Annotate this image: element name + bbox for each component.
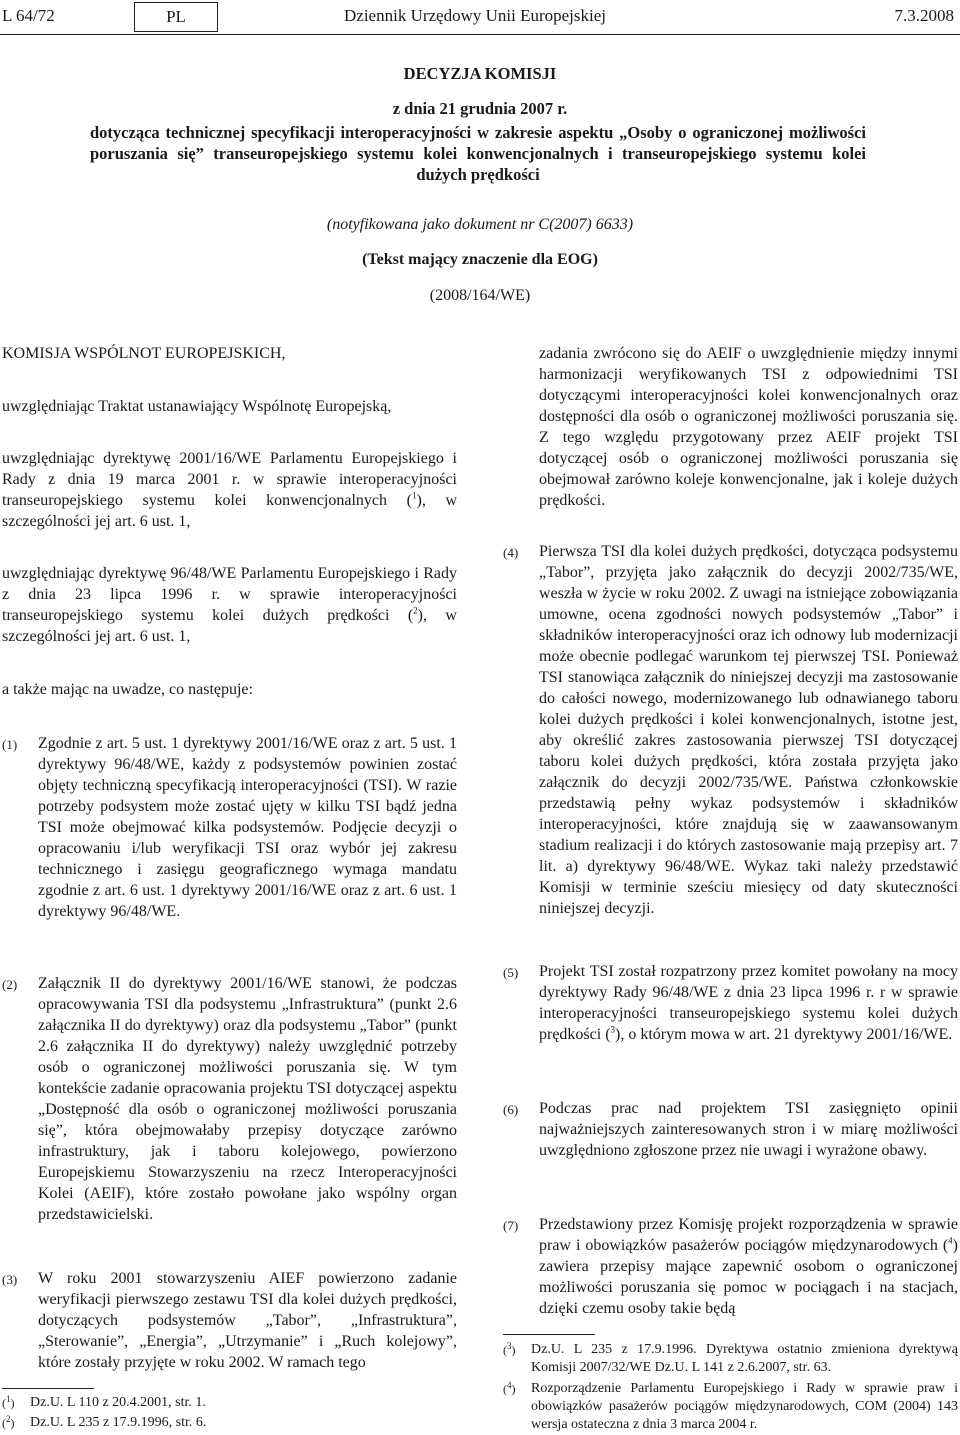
- recital-item-4: [503, 541, 958, 919]
- footnote-rule-right: [503, 1334, 595, 1335]
- issue-date: 7.3.2008: [894, 6, 954, 25]
- recital-number: (5): [503, 965, 519, 980]
- journal-title: Dziennik Urzędowy Unii Europejskiej: [344, 6, 607, 25]
- recital-directive-2001-16: uwzględniając dyrektywę 2001/16/WE Parlamentu Europejskiego i Rady z dnia 19 marca 2001 r. w sprawie interoperacyjności transeuropejskiego systemu kolei konwencjonalnych ($^1$), w szczególności jej art. 6 ust. 1,: [2, 450, 457, 530]
- footnote-ref-1[interactable]: 1: [411, 490, 417, 501]
- eea-relevance: (Tekst mający znaczenie dla EOG): [362, 251, 598, 268]
- document-type: DECYZJA KOMISJI: [403, 64, 557, 83]
- recital-text: Podczas prac nad projektem TSI zasięgnięto opinii najważniejszych zainteresowanych stron i w miarę możliwości uwzględniono zgłoszone przez nie uwagi i wyrażone obawy.: [539, 1100, 958, 1159]
- notification-note: (notyfikowana jako dokument nr C(2007) 6633): [326, 216, 634, 233]
- recital-number: (2): [2, 977, 18, 992]
- footnote-4: ($^4$) Rozporządzenie Parlamentu Europejskiego i Rady w sprawie praw i obowiązków pasażerów pociągów międzynarodowych, COM (2004) 143 wersja ostateczna z dnia 3 marca 2004 r.: [503, 1380, 958, 1432]
- recital-number: (1): [2, 737, 18, 752]
- recital-number: (3): [2, 1272, 18, 1287]
- institution-name: KOMISJA WSPÓLNOT EUROPEJSKICH,: [2, 345, 286, 362]
- document-date: z dnia 21 grudnia 2007 r.: [392, 99, 568, 118]
- recital-item-3: [2, 1268, 457, 1373]
- running-header: [0, 2, 960, 36]
- recital-item-2: [2, 973, 457, 1225]
- recital-item-7: [503, 1214, 958, 1319]
- recital-3-continuation: zadania zwrócono się do AEIF o uwzględnienie między innymi harmonizacji weryfikowanych TSI z odpowiednimi TSI dotyczącymi interoperacyjności kolei konwencjonalnych oraz dostępności dla osób o ograniczonej możliwości poruszania się. Z tego względu przygotowany przez AEIF projekt TSI dotyczącej osób o ograniczonej możliwości poruszania się obejmował zarówno koleje konwencjonalne, jak i koleje dużych prędkości.: [539, 345, 958, 509]
- recital-text: W roku 2001 stowarzyszeniu AIEF powierzono zadanie weryfikacji pierwszego zestawu TSI dla kolei dużych prędkości, dotyczących podsystemów „Tabor”, „Infrastruktura”, „Sterowanie”, „Energia”, „Utrzymanie” i „Ruch kolejowy”, które zostały przyjęte w roku 2002. W ramach tego: [38, 1270, 457, 1371]
- recital-text: Zgodnie z art. 5 ust. 1 dyrektywy 2001/16/WE oraz z art. 5 ust. 1 dyrektywy 96/48/WE, każdy z podsystemów powinien zostać objęty techniczną specyfikacją interoperacyjności (TSI). W razie potrzeby podsystem może zostać ujęty w kilku TSI bądź jedna TSI może obejmować kilka podsystemów. Podjęcie decyzji o opracowaniu i/lub weryfikacji TSI oraz wybór jej zakresu technicznego i zasięgu geograficznego wymaga mandatu zgodnie z art. 6 ust. 1 dyrektywy 2001/16/WE oraz z art. 6 ust. 1 dyrektywy 96/48/WE.: [38, 735, 457, 920]
- recital-item-5: [503, 961, 958, 1045]
- recital-item-6: [503, 1098, 958, 1161]
- document-reference: (2008/164/WE): [429, 287, 531, 304]
- footnote-2: ($^2$) Dz.U. L 235 z 17.9.1996, str. 6.: [2, 1414, 207, 1430]
- recital-text: Załącznik II do dyrektywy 2001/16/WE stanowi, że podczas opracowywania TSI dla podsystemu „Infrastruktura” (punkt 2.6 załącznika II do dyrektywy) oraz dla podsystemu „Tabor” (punkt 2.6 załącznika II do dyrektywy) należy uwzględnić potrzeby osób o ograniczonej możliwości poruszania się. W tym kontekście zadanie opracowania projektu TSI dotyczącej aspektu „Dostępność dla osób o ograniczonej możliwości poruszania się”, która obejmowałaby przepisy dotyczące zarówno infrastruktury, jak i taboru kolejowego, powierzono Europejskiemu Stowarzyszeniu na rzecz Interoperacyjności Kolei (AEIF), które zostało powołane jako wspólny organ przedstawicielski.: [38, 975, 457, 1223]
- footnote-rule-left: [2, 1388, 94, 1389]
- recital-text: Projekt TSI został rozpatrzony przez komitet powołany na mocy dyrektywy Rady 96/48/WE z dnia 23 lipca 1996 r. r w sprawie interoperacyjności transeuropejskiego systemu kolei dużych prędkości ($^3$), o którym mowa w art. 21 dyrektywy 2001/16/WE.: [539, 963, 958, 1043]
- whereas-intro: a także mając na uwadze, co następuje:: [2, 681, 253, 698]
- recital-number: (4): [503, 545, 519, 560]
- recital-text: Przedstawiony przez Komisję projekt rozporządzenia w sprawie praw i obowiązków pasażerów pociągów międzynarodowych ($^4$) zawiera przepisy mające zapewnić osobom o ograniczonej możliwości poruszania się pomoc w pociągach i na stacjach, dzięki czemu osoby takie będą: [539, 1216, 958, 1317]
- recital-text: Pierwsza TSI dla kolei dużych prędkości, dotycząca podsystemu „Tabor”, przyjęta jako załącznik do decyzji 2002/735/WE, weszła w życie w roku 2002. Z uwagi na istniejące zobowiązania umowne, ocena zgodności nowych podsystemów „Tabor” i składników interoperacyjności oraz ich odnowy lub modernizacji może obecnie podlegać warunkom tej pierwszej TSI. Ponieważ TSI stanowiąca załącznik do niniejszej decyzji ma zastosowanie do całości nowego, modernizowanego lub odnawianego taboru kolei dużych prędkości i kolei konwencjonalnych, istotne jest, aby określić zakres zastosowania pierwszej TSI dotyczącej taboru kolei dużych prędkości, która została przyjęta jako załącznik do decyzji 2002/735/WE. Państwa członkowskie przedstawią pełny wykaz podsystemów i składników interoperacyjności, które znajdują się w zaawansowanym stadium realizacji i do których zastosowanie mają przepisy art. 7 lit. a) dyrektywy 96/48/WE. Wykaz taki należy przedstawić Komisji w terminie sześciu miesięcy od daty skuteczności niniejszej decyzji.: [539, 543, 958, 917]
- footnote-ref-4[interactable]: 4: [948, 1235, 953, 1246]
- document-subject: dotycząca technicznej specyfikacji interoperacyjności w zakresie aspektu „Osoby o ograniczonej możliwości poruszania się” transeuropejskiego systemu kolei konwencjonalnych i transeuropejskiego systemu kolei dużych prędkości: [90, 123, 866, 184]
- recital-number: (7): [503, 1218, 519, 1233]
- footnote-1: ($^1$) Dz.U. L 110 z 20.4.2001, str. 1.: [2, 1394, 206, 1410]
- recital-number: (6): [503, 1102, 519, 1117]
- recital-treaty: uwzględniając Traktat ustanawiający Wspólnotę Europejską,: [2, 398, 392, 415]
- language-code-box: PL: [134, 2, 218, 32]
- footnote-ref-2[interactable]: 2: [413, 605, 418, 616]
- footnote-3: ($^3$) Dz.U. L 235 z 17.9.1996. Dyrektywa ostatnio zmieniona dyrektywą Komisji 2007/32/WE Dz.U. L 141 z 2.6.2007, str. 63.: [503, 1341, 958, 1375]
- header-rule: [0, 34, 960, 35]
- page-number: L 64/72: [2, 6, 55, 25]
- recital-item-1: [2, 733, 457, 922]
- footnote-ref-3[interactable]: 3: [610, 1024, 616, 1035]
- recital-directive-96-48: uwzględniając dyrektywę 96/48/WE Parlamentu Europejskiego i Rady z dnia 23 lipca 1996 r. w sprawie interoperacyjności transeuropejskiego systemu kolei dużych prędkości ($^2$), w szczególności jej art. 6 ust. 1,: [2, 565, 457, 645]
